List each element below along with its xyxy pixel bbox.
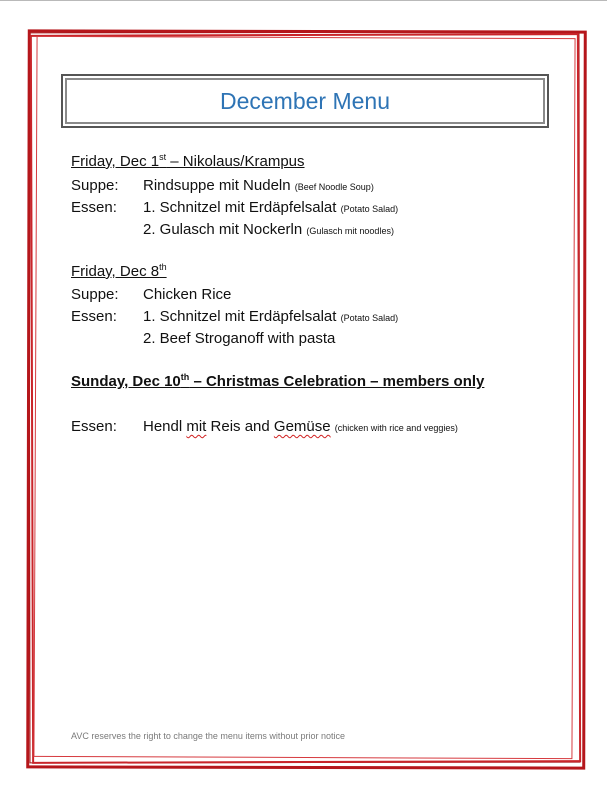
heading-ordinal: th [180,372,190,382]
suppe-row [71,286,231,304]
heading-date: Friday, Dec 8 [71,263,160,280]
essen-row [71,330,335,348]
essen-row [71,221,394,240]
essen-row [71,199,398,218]
spellcheck-word: Gemüse [273,418,331,435]
essen-row [71,418,458,437]
essen-label: Essen: [71,308,117,325]
suppe-note: (Beef Noodle Soup) [294,182,374,192]
spellcheck-word: mit [186,418,207,435]
essen-item: 1. Schnitzel mit Erdäpfelsalat [143,308,337,325]
section-heading-dec-1 [71,153,305,171]
essen-item: 2. Gulasch mit Nockerln [143,221,303,238]
essen-label: Essen: [71,418,117,435]
decorative-border-stroke [33,36,575,759]
heading-title: – Christmas Celebration – members only [189,373,485,390]
essen-note: (Gulasch mit noodles) [306,226,394,236]
footer-disclaimer: AVC reserves the right to change the menu items without prior notice [71,731,345,741]
essen-label: Essen: [71,199,117,216]
essen-item: 2. Beef Stroganoff with pasta [143,330,336,347]
section-heading-dec-10 [71,373,484,391]
essen-note: (Potato Salad) [340,204,399,214]
essen-note: (Potato Salad) [340,313,399,323]
suppe-label: Suppe: [71,286,119,303]
heading-ordinal: st [159,152,167,162]
essen-note: (chicken with rice and veggies) [334,423,458,433]
suppe-item: Chicken Rice [143,286,232,303]
section-heading-dec-8 [71,263,167,281]
heading-date: Friday, Dec 1 [71,153,160,170]
essen-word: Reis and [206,418,274,435]
essen-row [71,308,398,327]
heading-ordinal: th [159,262,167,272]
essen-item: 1. Schnitzel mit Erdäpfelsalat [143,199,337,216]
page-top-edge [0,0,607,1]
heading-title: – Nikolaus/Krampus [166,153,305,170]
essen-word: Hendl [143,418,187,435]
title-box [61,74,549,128]
suppe-row [71,177,374,196]
page-title: December Menu [219,87,391,114]
suppe-item: Rindsuppe mit Nudeln [143,177,291,194]
heading-date: Sunday, Dec 10 [71,373,181,390]
suppe-label: Suppe: [71,177,119,194]
